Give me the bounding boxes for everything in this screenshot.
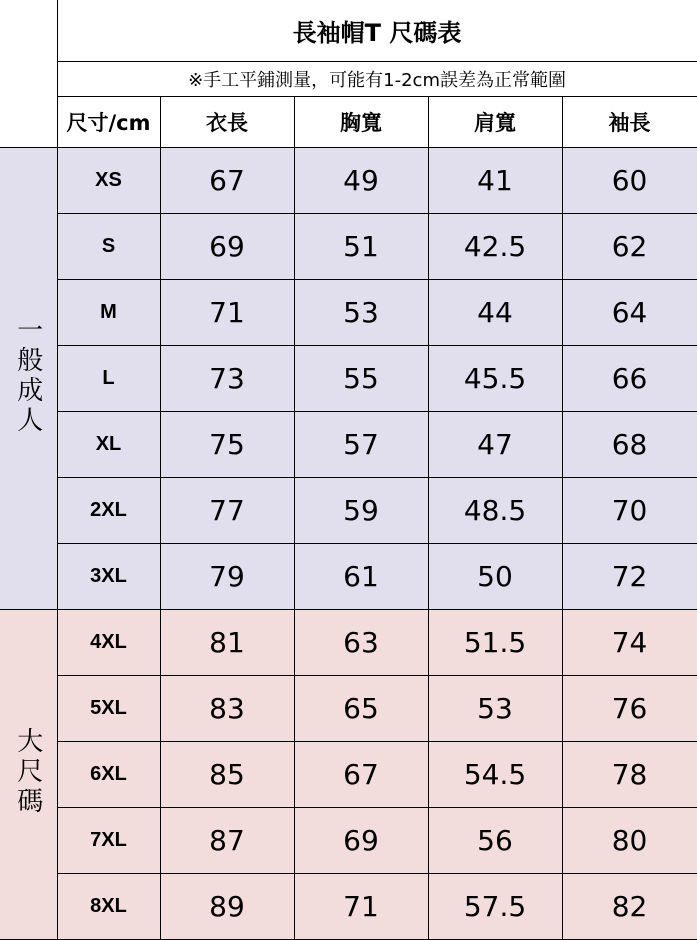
- length-cell: 79: [160, 543, 294, 609]
- chest-cell: 69: [294, 807, 428, 873]
- shoulder-cell: 44: [428, 279, 562, 345]
- chest-cell: 59: [294, 477, 428, 543]
- group-plus: [0, 609, 57, 939]
- size-cell: 6XL: [57, 741, 160, 807]
- length-cell: 67: [160, 147, 294, 213]
- chart-title: 長袖帽T 尺碼表: [57, 0, 697, 61]
- size-cell: M: [57, 279, 160, 345]
- sleeve-cell: 78: [562, 741, 697, 807]
- chest-cell: 53: [294, 279, 428, 345]
- size-cell: 8XL: [57, 873, 160, 939]
- length-cell: 87: [160, 807, 294, 873]
- size-cell: 7XL: [57, 807, 160, 873]
- table-row: [0, 477, 697, 543]
- size-cell: 4XL: [57, 609, 160, 675]
- shoulder-cell: 47: [428, 411, 562, 477]
- sleeve-cell: 82: [562, 873, 697, 939]
- header-sleeve: 袖長: [562, 96, 697, 147]
- header-length: 衣長: [160, 96, 294, 147]
- table-row: [0, 213, 697, 279]
- length-cell: 77: [160, 477, 294, 543]
- header-shoulder: 肩寬: [428, 96, 562, 147]
- shoulder-cell: 53: [428, 675, 562, 741]
- sleeve-cell: 80: [562, 807, 697, 873]
- corner-cell: [0, 0, 57, 147]
- header-row: [0, 96, 697, 147]
- shoulder-cell: 41: [428, 147, 562, 213]
- size-cell: XS: [57, 147, 160, 213]
- chest-cell: 55: [294, 345, 428, 411]
- size-cell: 2XL: [57, 477, 160, 543]
- chest-cell: 49: [294, 147, 428, 213]
- length-cell: 85: [160, 741, 294, 807]
- sleeve-cell: 70: [562, 477, 697, 543]
- shoulder-cell: 57.5: [428, 873, 562, 939]
- size-cell: XL: [57, 411, 160, 477]
- shoulder-cell: 56: [428, 807, 562, 873]
- chest-cell: 71: [294, 873, 428, 939]
- sleeve-cell: 76: [562, 675, 697, 741]
- length-cell: 73: [160, 345, 294, 411]
- table-row: [0, 411, 697, 477]
- shoulder-cell: 54.5: [428, 741, 562, 807]
- measurement-note: ※手工平鋪測量，可能有1-2cm誤差為正常範圍: [57, 61, 697, 96]
- table-row: [0, 873, 697, 939]
- table-row: [0, 741, 697, 807]
- sleeve-cell: 68: [562, 411, 697, 477]
- size-cell: L: [57, 345, 160, 411]
- group-label: 一般成人: [12, 316, 43, 436]
- length-cell: 81: [160, 609, 294, 675]
- header-chest: 胸寬: [294, 96, 428, 147]
- length-cell: 71: [160, 279, 294, 345]
- table-row: [0, 675, 697, 741]
- sleeve-cell: 66: [562, 345, 697, 411]
- table-row: [0, 609, 697, 675]
- shoulder-cell: 48.5: [428, 477, 562, 543]
- length-cell: 89: [160, 873, 294, 939]
- size-cell: 5XL: [57, 675, 160, 741]
- table-row: [0, 807, 697, 873]
- chest-cell: 67: [294, 741, 428, 807]
- size-cell: 3XL: [57, 543, 160, 609]
- sleeve-cell: 62: [562, 213, 697, 279]
- sleeve-cell: 64: [562, 279, 697, 345]
- chest-cell: 61: [294, 543, 428, 609]
- length-cell: 83: [160, 675, 294, 741]
- group-adult: [0, 147, 57, 609]
- sleeve-cell: 60: [562, 147, 697, 213]
- shoulder-cell: 51.5: [428, 609, 562, 675]
- shoulder-cell: 42.5: [428, 213, 562, 279]
- shoulder-cell: 50: [428, 543, 562, 609]
- chest-cell: 51: [294, 213, 428, 279]
- table-row: [0, 543, 697, 609]
- length-cell: 69: [160, 213, 294, 279]
- table-row: [0, 345, 697, 411]
- sleeve-cell: 74: [562, 609, 697, 675]
- chest-cell: 63: [294, 609, 428, 675]
- length-cell: 75: [160, 411, 294, 477]
- group-label: 大尺碼: [12, 727, 43, 817]
- table-row: [0, 279, 697, 345]
- header-size: 尺寸/cm: [57, 96, 160, 147]
- shoulder-cell: 45.5: [428, 345, 562, 411]
- chest-cell: 65: [294, 675, 428, 741]
- size-cell: S: [57, 213, 160, 279]
- sleeve-cell: 72: [562, 543, 697, 609]
- table-row: [0, 147, 697, 213]
- chest-cell: 57: [294, 411, 428, 477]
